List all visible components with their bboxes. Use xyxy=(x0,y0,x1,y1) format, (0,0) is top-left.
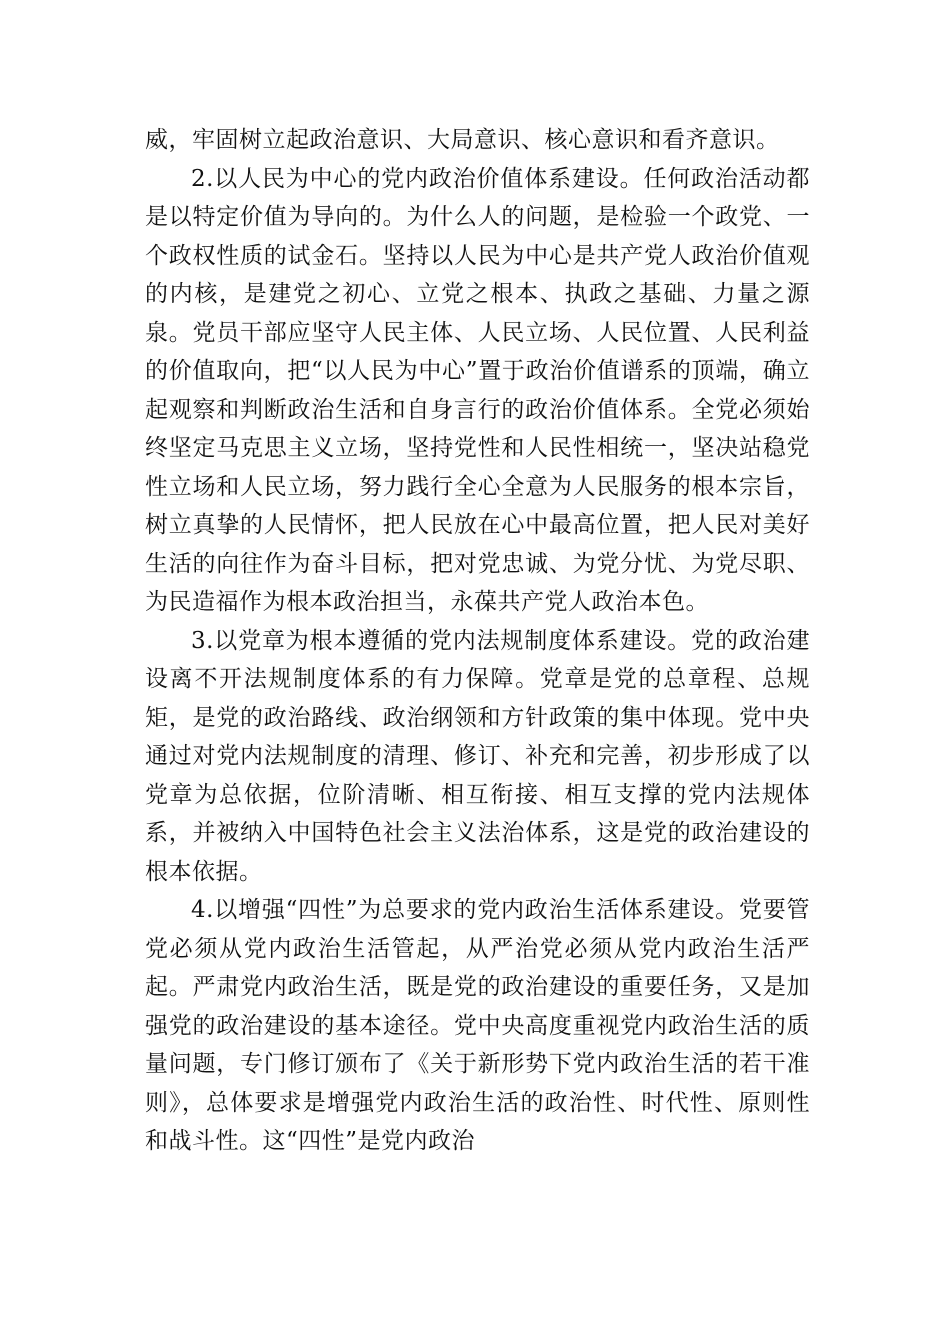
paragraph-people-centered-values: 2.以人民为中心的党内政治价值体系建设。任何政治活动都是以特定价值为导向的。为什么人的问题，是检验一个政党、一个政权性质的试金石。坚持以人民为中心是共产党人政治价值观的内核，是建党之初心、立党之根本、执政之基础、力量之源泉。党员干部应坚守人民主体、人民立场、人民位置、人民利益的价值取向，把“以人民为中心”置于政治价值谱系的顶端，确立起观察和判断政治生活和自身言行的政治价值体系。全党必须始终坚定马克思主义立场，坚持党性和人民性相统一，坚决站稳党性立场和人民立场，努力践行全心全意为人民服务的根本宗旨，树立真挚的人民情怀，把人民放在心中最高位置，把人民对美好生活的向往作为奋斗目标，把对党忠诚、为党分忧、为党尽职、为民造福作为根本政治担当，永葆共产党人政治本色。 xyxy=(145,165,810,615)
document-body xyxy=(145,121,810,1161)
paragraph-continuation: 威，牢固树立起政治意识、大局意识、核心意识和看齐意识。 xyxy=(145,127,780,153)
paragraph-intra-party-political-life: 4.以增强“四性”为总要求的党内政治生活体系建设。党要管党必须从党内政治生活管起，从严治党必须从党内政治生活严起。严肃党内政治生活，既是党的政治建设的重要任务，又是加强党的政治建设的基本途径。党中央高度重视党内政治生活的质量问题，专门修订颁布了《关于新形势下党内政治生活的若干准则》，总体要求是增强党内政治生活的政治性、时代性、原则性和战斗性。这“四性”是党内政治 xyxy=(145,897,810,1154)
paragraph-party-constitution-regulations: 3.以党章为根本遵循的党内法规制度体系建设。党的政治建设离不开法规制度体系的有力保障。党章是党的总章程、总规矩，是党的政治路线、政治纲领和方针政策的集中体现。党中央通过对党内法规制度的清理、修订、补充和完善，初步形成了以党章为总依据，位阶清晰、相互衔接、相互支撑的党内法规体系，并被纳入中国特色社会主义法治体系，这是党的政治建设的根本依据。 xyxy=(145,627,810,885)
